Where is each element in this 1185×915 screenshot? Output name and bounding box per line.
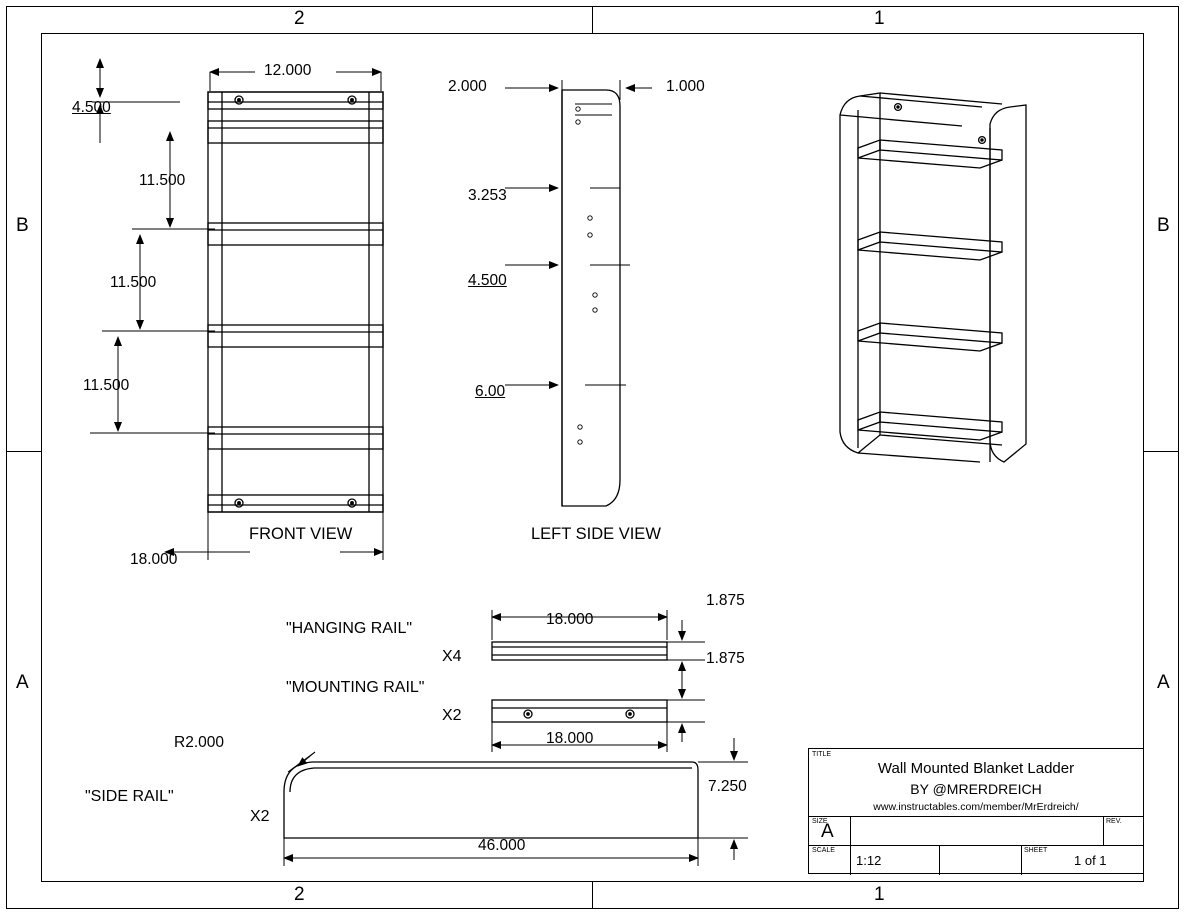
left-side-view-label: LEFT SIDE VIEW (531, 525, 661, 543)
zone-label-left-b: B (16, 215, 29, 236)
front-dim-11500-c: 11.500 (83, 377, 130, 394)
title-block-divider-3 (850, 816, 851, 845)
title-block-scale-label: SCALE (812, 847, 835, 854)
front-dim-4500: 4.500 (72, 99, 111, 116)
zone-divider-top (592, 6, 593, 33)
mounting-rail-dim-length: 18.000 (546, 730, 594, 747)
zone-divider-right (1144, 451, 1179, 452)
zone-label-left-a: A (16, 672, 29, 693)
title-block-size-value: A (821, 821, 834, 842)
side-rail-dim-length: 46.000 (478, 837, 526, 854)
title-block (808, 748, 1144, 874)
isometric-view-drawing (810, 80, 1110, 500)
title-block-divider-1 (809, 816, 1143, 817)
side-dim-3253: 3.253 (468, 187, 507, 204)
title-block-divider-6 (939, 845, 940, 875)
front-dim-11500-a: 11.500 (139, 172, 186, 189)
zone-label-right-a: A (1157, 672, 1170, 693)
title-block-author: BY @MRERDREICH (910, 781, 1042, 797)
side-rail-label: "SIDE RAIL" (85, 788, 174, 805)
zone-label-bottom-2: 2 (294, 884, 305, 905)
title-block-divider-4 (1103, 816, 1104, 845)
zone-label-top-1: 1 (874, 8, 885, 29)
front-view-drawing (70, 55, 410, 575)
title-block-title-label: TITLE (812, 751, 832, 758)
title-block-url: www.instructables.com/member/MrErdreich/ (873, 801, 1079, 813)
zone-label-bottom-1: 1 (874, 884, 885, 905)
left-side-view-drawing (430, 60, 720, 530)
title-block-divider-5 (850, 845, 851, 875)
front-dim-12: 12.000 (264, 62, 312, 79)
hanging-rail-dim-thickness: 1.875 (706, 592, 745, 609)
hanging-rail-label: "HANGING RAIL" (286, 620, 413, 637)
side-dim-4500: 4.500 (468, 272, 507, 289)
hanging-rail-qty: X4 (442, 648, 462, 665)
mounting-rail-label: "MOUNTING RAIL" (286, 679, 425, 696)
front-view-label: FRONT VIEW (249, 525, 353, 543)
title-block-scale-value: 1:12 (856, 853, 882, 868)
front-dim-11500-b: 11.500 (110, 274, 157, 291)
side-rail-qty: X2 (250, 808, 270, 825)
hanging-rail-dim-length: 18.000 (546, 611, 594, 628)
side-dim-1000: 1.000 (666, 78, 705, 95)
front-dim-18: 18.000 (130, 551, 178, 568)
side-dim-600: 6.00 (475, 383, 506, 400)
title-block-divider-2 (809, 845, 1143, 846)
mounting-rail-qty: X2 (442, 707, 462, 724)
title-block-title: Wall Mounted Blanket Ladder (877, 760, 1075, 777)
side-rail-dim-width: 7.250 (708, 778, 747, 795)
title-block-divider-7 (1021, 845, 1022, 875)
title-block-sheet-label: SHEET (1024, 847, 1048, 854)
zone-label-top-2: 2 (294, 8, 305, 29)
zone-divider-left (6, 451, 41, 452)
zone-divider-bottom (592, 882, 593, 909)
side-dim-2000: 2.000 (448, 78, 487, 95)
title-block-rev-label: REV. (1106, 818, 1122, 825)
title-block-sheet-value: 1 of 1 (1074, 853, 1107, 868)
zone-label-right-b: B (1157, 215, 1170, 236)
side-rail-dim-radius: R2.000 (174, 734, 224, 751)
mounting-rail-dim-thickness: 1.875 (706, 650, 745, 667)
title-block-size-label: SIZE (812, 818, 828, 825)
